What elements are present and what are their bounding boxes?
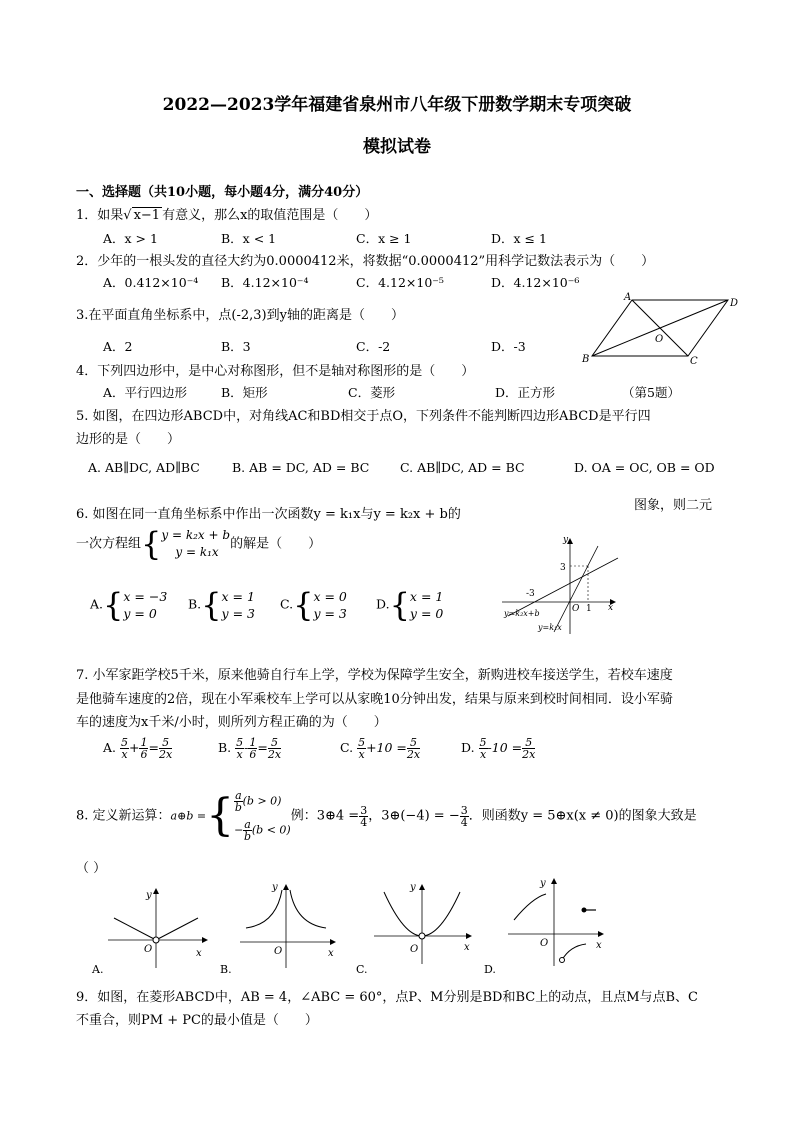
fraction (359, 805, 368, 828)
fraction (159, 737, 172, 760)
graph-right-branch (156, 918, 198, 940)
x-arrow-icon (598, 931, 604, 937)
numerator: 5 (121, 736, 128, 749)
brace: { (206, 790, 235, 841)
q6-option-c-top: x = 0 (313, 589, 347, 604)
q6-line2-pre: 一次方程组 (76, 536, 142, 552)
q5-option-b: B. AB = DC, AD = BC (232, 460, 370, 475)
denominator: x (358, 748, 365, 761)
x-label: x (596, 940, 602, 951)
q6-line2-post: 的解是（ ） (230, 536, 322, 552)
numerator: 5 (268, 737, 281, 749)
section-heading: 一、选择题（共10小题，每小题4分，满分40分） (76, 185, 369, 200)
figure-caption: （第5题） (622, 385, 680, 400)
y-arrow-icon (551, 878, 557, 884)
curve-right (290, 890, 326, 928)
q6-function-graph (502, 536, 622, 636)
curve-left (514, 894, 546, 920)
fraction (268, 737, 281, 760)
x-arrow-icon (202, 937, 208, 943)
q6-option-b-label: B. (188, 596, 202, 612)
q6-option-b-top: x = 1 (221, 589, 255, 604)
parallelogram-figure (580, 292, 750, 372)
q5-option-a: A. AB∥DC, AD∥BC (88, 460, 200, 475)
q8-cases (234, 790, 291, 842)
denominator: 4 (460, 815, 468, 829)
question-7-line3: 车的速度为x千米/小时，则所列方程正确的为（ ） (76, 715, 387, 730)
question-5-line2: 边形的是（ ） (76, 432, 181, 447)
denominator: 2x (158, 748, 173, 761)
question-3: 3.在平面直角坐标系中，点(-2,3)到y轴的距离是（ ） (76, 308, 404, 323)
condition: (b < 0) (251, 823, 291, 837)
fraction (120, 737, 129, 760)
q7-option-b (218, 737, 281, 760)
fraction (407, 737, 420, 760)
q6-option-b-system (222, 588, 255, 622)
q8-example: 例： (290, 808, 317, 824)
brace: { (293, 586, 314, 624)
x-arrow-icon (330, 939, 336, 945)
graph-c-label: C. (356, 963, 368, 976)
q3-option-d: D．-3 (491, 339, 526, 354)
origin-label: O (572, 604, 580, 614)
q7-option-a-label: A. (103, 740, 117, 755)
q8-graph-c (356, 880, 480, 976)
q3-option-b: B．3 (221, 339, 251, 354)
origin-label: O (540, 938, 549, 949)
fraction (522, 737, 535, 760)
open-point (419, 933, 425, 939)
closed-point (582, 908, 587, 913)
q6-option-d (376, 588, 443, 622)
q6-option-b (188, 588, 255, 622)
q7-option-b-label: B. (218, 740, 232, 755)
q6-system-top: y = k₂x + b (161, 528, 231, 542)
q1-option-b: B．x < 1 (221, 231, 277, 246)
numerator: 5 (479, 736, 487, 749)
x-label: x (608, 603, 614, 613)
q4-option-c: C．菱形 (348, 385, 396, 400)
q6-option-d-top: x = 1 (409, 589, 444, 604)
y-arrow-icon (283, 884, 289, 890)
label-o: O (655, 334, 664, 345)
numerator: 3 (360, 803, 368, 817)
question-4: 4．下列四边形中，是中心对称图形，但不是轴对称图形的是（ ） (76, 364, 475, 379)
denominator: x (479, 748, 487, 761)
q8-graph-b (220, 880, 346, 976)
q5-option-c: C. AB∥DC, AD = BC (400, 460, 525, 475)
q2-option-c: C．4.12×10⁻⁵ (356, 275, 444, 290)
y-arrow-icon (153, 888, 159, 894)
q6-option-a-top: x = −3 (123, 589, 168, 604)
curve-left (246, 890, 282, 928)
q8-case-1 (234, 790, 291, 813)
q6-option-d-bottom: y = 0 (409, 606, 444, 621)
brace: { (103, 586, 124, 624)
q5-option-d: D. OA = OC, OB = OD (574, 460, 715, 475)
question-6-right-tail: 图象，则二元 (634, 498, 713, 513)
brace: { (141, 525, 162, 563)
numerator: 5 (522, 737, 535, 749)
tick-3: 3 (560, 563, 566, 573)
sqrt-symbol: √ (123, 208, 132, 223)
fraction (460, 805, 469, 828)
q6-option-a-bottom: y = 0 (123, 606, 157, 621)
numerator: 1 (249, 736, 257, 749)
q8-lhs: a⊕b = (170, 809, 207, 823)
label-b: B (582, 354, 590, 365)
fraction (357, 737, 366, 760)
q6-option-a-label: A. (90, 596, 104, 612)
q8-example-2: ，3⊕(−4) = − (368, 808, 460, 824)
denominator: 2x (522, 748, 536, 761)
equals: = (148, 740, 159, 755)
graph-d-label: D. (484, 963, 496, 976)
brace: { (201, 586, 222, 624)
q8-post: ．则函数y = 5⊕x(x ≠ 0)的图象大致是 (468, 808, 697, 824)
q8-graph-d (484, 876, 614, 976)
brace: { (389, 586, 410, 624)
q8-paren: （ ） (76, 861, 107, 876)
denominator: 2x (267, 748, 282, 761)
fraction (243, 819, 252, 842)
question-5-line1: 5. 如图，在四边形ABCD中，对角线AC和BD相交于点O，下列条件不能判断四边形ABCD是平行四 (76, 409, 651, 424)
graph-left-branch (114, 918, 156, 940)
x-label: x (328, 948, 334, 959)
label-d: D (730, 298, 739, 309)
equals: = (257, 740, 268, 755)
q3-option-a: A．2 (103, 339, 133, 354)
operator: -10 = (487, 740, 523, 755)
q8-pre: 8. 定义新运算： (76, 808, 171, 824)
sign: − (234, 823, 244, 837)
q4-option-d: D．正方形 (495, 385, 556, 400)
denominator: 6 (249, 748, 257, 761)
label-a: A (624, 292, 632, 303)
fraction (234, 790, 243, 813)
q6-option-d-label: D. (376, 596, 390, 612)
operator: - (244, 740, 249, 755)
q6-option-c (280, 588, 347, 622)
q6-option-a (90, 588, 167, 622)
page-title: 2022—2023学年福建省泉州市八年级下册数学期末专项突破 (162, 95, 632, 115)
q7-option-d (461, 737, 535, 760)
numerator: 1 (140, 736, 148, 749)
numerator: a (244, 818, 251, 831)
tick-neg3: -3 (526, 589, 535, 599)
q6-option-d-system (410, 588, 443, 622)
origin-label: O (144, 944, 153, 955)
question-7-line1: 7. 小军家距学校5千米，原来他骑自行车上学，学校为保障学生安全，新购进校车接送学生，若校车速度 (76, 668, 673, 683)
denominator: 2x (406, 748, 421, 761)
x-label: x (464, 942, 470, 953)
q7-option-c (340, 737, 420, 760)
y-label: y (563, 535, 569, 545)
q2-option-a: A．0.412×10⁻⁴ (103, 275, 199, 290)
line2-label: y=k₂x+b (504, 609, 540, 618)
q1-radicand: x−1 (133, 208, 161, 223)
open-point (560, 958, 565, 963)
question-6-line1: 6. 如图在同一直角坐标系中作出一次函数y = k₁x与y = k₂x + b的 (76, 507, 461, 522)
q8-graph-a (92, 880, 214, 976)
q1-option-d: D．x ≤ 1 (491, 231, 547, 246)
q1-tail: 有意义，那么x的取值范围是（ ） (162, 208, 378, 223)
numerator: 5 (407, 737, 420, 749)
open-point (153, 937, 159, 943)
denominator: x (236, 748, 243, 761)
question-7-line2: 是他骑车速度的2倍，现在小军乘校车上学可以从家晚10分钟出发，结果与原来到校时间相同．设小军骑 (76, 692, 673, 707)
denominator: 6 (140, 748, 148, 761)
q6-option-c-label: C. (280, 596, 294, 612)
q7-option-a (103, 737, 172, 760)
numerator: 5 (358, 736, 366, 749)
q2-option-d: D．4.12×10⁻⁶ (491, 275, 580, 290)
numerator: 5 (236, 736, 244, 749)
numerator: a (235, 789, 242, 802)
q6-option-c-system (313, 588, 346, 622)
x-arrow-icon (466, 933, 472, 939)
label-c: C (690, 356, 698, 367)
y-label: y (410, 882, 416, 893)
q6-system (161, 527, 230, 561)
q1-option-c: C．x ≥ 1 (356, 231, 412, 246)
question-9-line2: 不重合，则PM + PC的最小值是（ ） (76, 1013, 318, 1028)
y-arrow-icon (419, 884, 425, 890)
q7-option-d-label: D. (461, 740, 475, 755)
q3-option-c: C．-2 (356, 339, 391, 354)
q4-option-a: A．平行四边形 (103, 385, 188, 400)
q1-option-a: A．x > 1 (103, 231, 158, 246)
line1-label: y=k₁x (538, 623, 562, 632)
line-k1x (554, 546, 598, 632)
denominator: b (244, 830, 252, 843)
fraction (479, 737, 488, 760)
q7-option-c-label: C. (340, 740, 354, 755)
q6-option-c-bottom: y = 3 (313, 606, 347, 621)
question-8 (76, 790, 697, 842)
numerator: 3 (460, 803, 468, 817)
page-subtitle: 模拟试卷 (363, 137, 431, 157)
operator: +10 = (366, 740, 407, 755)
q1-stem: 1．如果 (76, 208, 124, 223)
curve-right (562, 944, 586, 960)
q6-system-bottom: y = k₁x (175, 545, 219, 559)
q6-option-a-system (123, 588, 167, 622)
origin-label: O (274, 946, 283, 957)
x-label: x (196, 948, 202, 959)
q6-option-b-bottom: y = 3 (221, 606, 255, 621)
condition: (b > 0) (242, 794, 282, 808)
question-6-line2 (76, 527, 321, 561)
q2-option-b: B．4.12×10⁻⁴ (221, 275, 309, 290)
q8-example-1: 3⊕4 = (316, 808, 360, 824)
q4-option-b: B．矩形 (221, 385, 268, 400)
denominator: x (121, 748, 128, 761)
origin-label: O (410, 944, 419, 955)
numerator: 5 (159, 737, 172, 749)
graph-b-label: B. (220, 963, 232, 976)
operator: + (129, 740, 140, 755)
question-1 (76, 204, 377, 223)
question-2: 2．少年的一根头发的直径大约为0.0000412米，将数据“0.0000412”用科学记数法表示为（ ） (76, 254, 655, 269)
denominator: 4 (360, 815, 368, 829)
y-label: y (146, 890, 152, 901)
y-label: y (272, 882, 278, 893)
fraction (235, 737, 244, 760)
denominator: b (234, 801, 242, 814)
q8-case-2 (234, 819, 291, 842)
y-label: y (540, 878, 546, 889)
tick-1: 1 (586, 604, 592, 614)
graph-a-label: A. (92, 963, 104, 976)
question-9-line1: 9．如图，在菱形ABCD中，AB = 4，∠ABC = 60°，点P、M分别是BD和BC上的动点，且点M与点B、C (76, 990, 699, 1005)
